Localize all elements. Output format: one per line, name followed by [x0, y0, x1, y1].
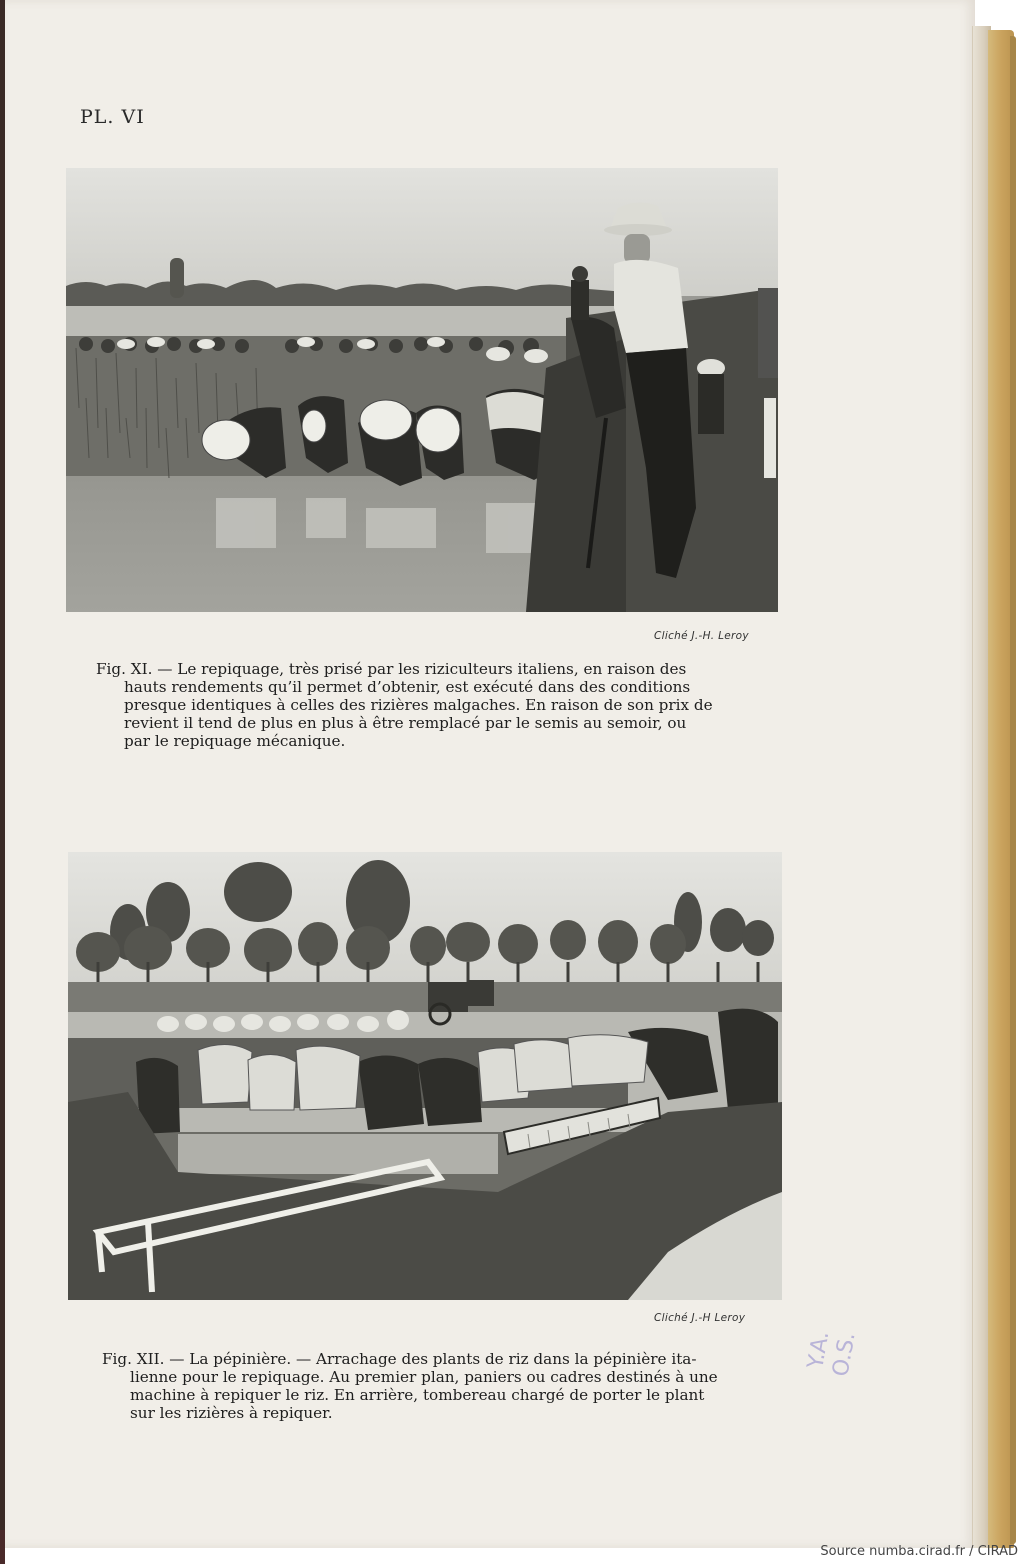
credit-fig-11: Cliché J.-H. Leroy — [654, 630, 749, 642]
caption-fig-12-line: lienne pour le repiquage. Au premier plan, paniers ou cadres destinés à une — [130, 1368, 718, 1386]
caption-fig-11-line: revient il tend de plus en plus à être remplacé par le semis au semoir, ou — [124, 714, 687, 732]
caption-fig-12-line: Fig. XII. — La pépinière. — Arrachage des plants de riz dans la pépinière ita- — [102, 1350, 697, 1368]
source-attribution: Source numba.cirad.fr / CIRAD — [820, 1544, 1018, 1559]
photo-rice-nursery-image — [68, 852, 782, 1300]
photo-rice-transplanting-image — [66, 168, 778, 612]
credit-fig-12: Cliché J.-H Leroy — [654, 1312, 746, 1324]
caption-fig-11-line: Fig. XI. — Le repiquage, très prisé par les riziculteurs italiens, en raison des — [96, 660, 687, 678]
library-stamp — [801, 1314, 884, 1393]
plate-label: PL. VI — [80, 106, 145, 128]
library-stamp-line: Y.A. — [803, 1329, 835, 1371]
library-stamp-line: O.S. — [828, 1330, 861, 1379]
photo-rice-transplanting — [66, 168, 778, 612]
caption-fig-11-line: hauts rendements qu’il permet d’obtenir, est exécuté dans des conditions — [124, 678, 691, 696]
photo-rice-nursery — [68, 852, 782, 1300]
caption-fig-11-line: par le repiquage mécanique. — [124, 732, 346, 750]
caption-fig-11-line: presque identiques à celles des rizières malgaches. En raison de son prix de — [124, 696, 713, 714]
caption-fig-11 — [96, 660, 754, 750]
book-cover-shade — [1010, 36, 1016, 1544]
caption-fig-12 — [102, 1350, 756, 1422]
caption-fig-12-line: sur les rizières à repiquer. — [130, 1404, 333, 1422]
caption-fig-12-line: machine à repiquer le riz. En arrière, tombereau chargé de porter le plant — [130, 1386, 705, 1404]
